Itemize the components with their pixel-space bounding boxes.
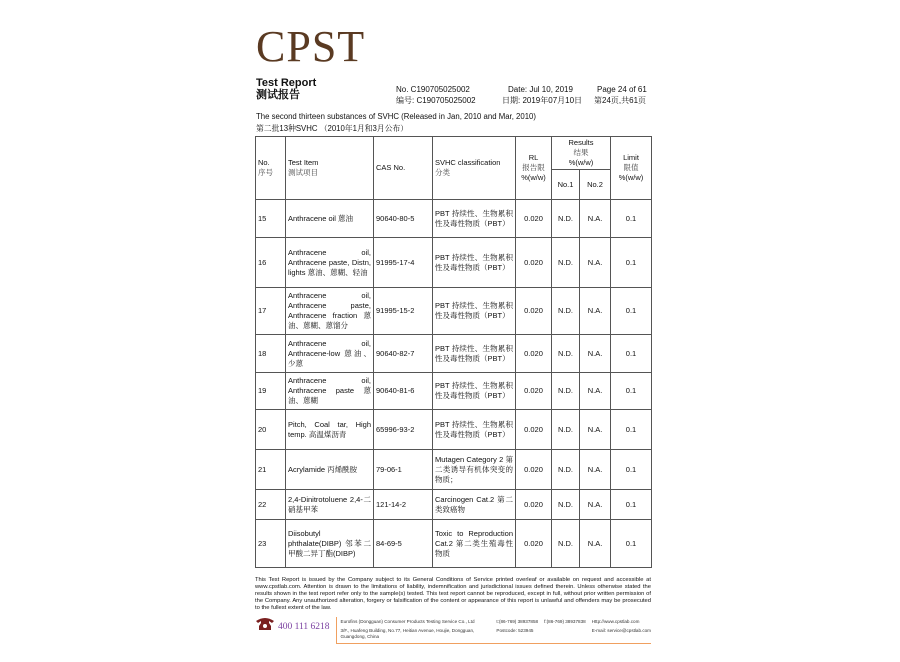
svhc-classification: PBT 持续性、生物累积性及毒性物质（PBT）: [433, 238, 516, 288]
table-header-row: [256, 137, 652, 170]
result-no1: N.D.: [552, 450, 580, 490]
cas-number: 79-06-1: [374, 450, 433, 490]
table-row: [256, 200, 652, 238]
test-item: Anthracene oil 蒽油: [286, 200, 374, 238]
header-cas: CAS No.: [374, 137, 433, 200]
test-item: Anthracene oil, Anthracene paste 蒽油、蒽糊: [286, 373, 374, 410]
telephone: t:(86-769) 38937858: [496, 619, 539, 624]
cas-number: 90640-81-6: [374, 373, 433, 410]
header-no: No. 序号: [256, 137, 286, 200]
result-no2: N.A.: [580, 373, 611, 410]
result-no2: N.A.: [580, 335, 611, 373]
section-title: [256, 111, 536, 135]
result-no2: N.A.: [580, 490, 611, 520]
title-zh: 测试报告: [256, 89, 300, 101]
cas-number: 90640-80-5: [374, 200, 433, 238]
hotline-number: 400 111 6218: [278, 621, 330, 632]
table-row: [256, 373, 652, 410]
table-row: [256, 450, 652, 490]
svhc-classification: PBT 持续性、生物累积性及毒性物质（PBT）: [433, 410, 516, 450]
header-svhc: SVHC classification 分类: [433, 137, 516, 200]
table-row: [256, 490, 652, 520]
number-en: No. C190705025002: [396, 85, 470, 94]
test-item: Acrylamide 丙烯酰胺: [286, 450, 374, 490]
result-no2: N.A.: [580, 238, 611, 288]
page-zh: 第24页,共61页: [594, 96, 647, 105]
result-no1: N.D.: [552, 288, 580, 335]
reporting-limit: 0.020: [516, 490, 552, 520]
cpst-logo: CPST: [256, 22, 366, 71]
report-body: [255, 136, 651, 644]
limit-value: 0.1: [611, 520, 652, 568]
result-no1: N.D.: [552, 520, 580, 568]
date-zh: 日期: 2019年07月10日: [502, 96, 583, 105]
cas-number: 91995-15-2: [374, 288, 433, 335]
phone-icon: [255, 617, 275, 636]
row-number: 18: [256, 335, 286, 373]
svhc-classification: PBT 持续性、生物累积性及毒性物质（PBT）: [433, 373, 516, 410]
footer-spacer: [544, 628, 586, 640]
table-row: [256, 335, 652, 373]
test-item: Diisobutyl phthalate(DIBP) 邻苯二甲酸二异丁酯(DIBP): [286, 520, 374, 568]
page-en: Page 24 of 61: [597, 85, 647, 94]
test-item: 2,4-Dinitrotoluene 2,4-二硝基甲苯: [286, 490, 374, 520]
postcode: Postcode: 523945: [496, 628, 534, 633]
limit-value: 0.1: [611, 238, 652, 288]
test-item: Anthracene oil, Anthracene paste, Anthracene fraction 蒽油、蒽糊、蒽馏分: [286, 288, 374, 335]
fax: f:(86-769) 38937838: [544, 619, 586, 624]
page-number: [594, 84, 647, 106]
header-no1: No.1: [552, 170, 580, 200]
result-no1: N.D.: [552, 490, 580, 520]
limit-value: 0.1: [611, 450, 652, 490]
svhc-classification: Mutagen Category 2 第二类诱导有机体突变的物质；: [433, 450, 516, 490]
svhc-classification: PBT 持续性、生物累积性及毒性物质（PBT）: [433, 200, 516, 238]
result-no2: N.A.: [580, 520, 611, 568]
svhc-classification: Toxic to Reproduction Cat.2 第二类生殖毒性物质: [433, 520, 516, 568]
company-address: 3/F., Huafeng Building, No.77, Heitian Avenue, Houjie, Dongguan, Guangdong, China: [340, 628, 475, 639]
row-number: 20: [256, 410, 286, 450]
reporting-limit: 0.020: [516, 410, 552, 450]
date-en: Date: Jul 10, 2019: [508, 85, 573, 94]
svhc-classification: PBT 持续性、生物累积性及毒性物质（PBT）: [433, 288, 516, 335]
reporting-limit: 0.020: [516, 450, 552, 490]
email-link[interactable]: E-mail: service@cpstlab.com: [591, 628, 651, 633]
limit-value: 0.1: [611, 373, 652, 410]
test-item: Pitch, Coal tar, High temp. 高温煤沥青: [286, 410, 374, 450]
row-number: 21: [256, 450, 286, 490]
number-zh: 编号: C190705025002: [396, 96, 476, 105]
result-no2: N.A.: [580, 450, 611, 490]
reporting-limit: 0.020: [516, 373, 552, 410]
page-footer: [255, 617, 651, 644]
limit-value: 0.1: [611, 335, 652, 373]
test-item: Anthracene oil, Anthracene-low 蒽油、少蒽: [286, 335, 374, 373]
reporting-limit: 0.020: [516, 200, 552, 238]
cas-number: 91995-17-4: [374, 238, 433, 288]
svhc-classification: PBT 持续性、生物累积性及毒性物质（PBT）: [433, 335, 516, 373]
header-limit: Limit 限值 %(w/w): [611, 137, 652, 200]
row-number: 19: [256, 373, 286, 410]
limit-value: 0.1: [611, 288, 652, 335]
reporting-limit: 0.020: [516, 238, 552, 288]
table-row: [256, 520, 652, 568]
table-row: [256, 410, 652, 450]
website-link[interactable]: Http://www.cpstlab.com: [591, 619, 640, 624]
company-name: Eurofins (Dongguan) Consumer Products Testing Service Co., Ltd: [340, 619, 475, 624]
limit-value: 0.1: [611, 200, 652, 238]
section-title-zh: 第二批13种SVHC （2010年1月和3月公布）: [256, 124, 409, 133]
result-no2: N.A.: [580, 200, 611, 238]
limit-value: 0.1: [611, 490, 652, 520]
cas-number: 90640-82-7: [374, 335, 433, 373]
hotline: [255, 617, 336, 636]
row-number: 22: [256, 490, 286, 520]
result-no1: N.D.: [552, 238, 580, 288]
reporting-limit: 0.020: [516, 288, 552, 335]
report-number: [396, 84, 476, 106]
limit-value: 0.1: [611, 410, 652, 450]
table-row: [256, 288, 652, 335]
reporting-limit: 0.020: [516, 520, 552, 568]
report-date: [502, 84, 582, 106]
row-number: 16: [256, 238, 286, 288]
result-no1: N.D.: [552, 373, 580, 410]
result-no1: N.D.: [552, 335, 580, 373]
title-en: Test Report: [256, 77, 317, 89]
test-item: Anthracene oil, Anthracene paste, Distn, lights 蒽油、蒽糊、轻油: [286, 238, 374, 288]
header-rl: RL 报告限 %(w/w): [516, 137, 552, 200]
cas-number: 84-69-5: [374, 520, 433, 568]
reporting-limit: 0.020: [516, 335, 552, 373]
header-no2: No.2: [580, 170, 611, 200]
header-test-item: Test Item 测试项目: [286, 137, 374, 200]
svhc-classification: Carcinogen Cat.2 第二类致癌物: [433, 490, 516, 520]
table-row: [256, 238, 652, 288]
report-title: [256, 77, 316, 101]
legal-notice: This Test Report is issued by the Company subject to its General Conditions of Service printed overleaf or available on request and accessible at www.cpstlab.com. Attention is drawn to the limitations of liability, indemnification and jurisdictional issues defined therein. Unless otherwise stated the results shown in the test report refer only to the sample(s) tested. This test report cannot be reproduced, except in full, without prior written permission of the Company. Any unauthorized alteration, forgery or falsification of the content or appearance of this report is unlawful and offenders may be prosecuted to the fullest extent of the law.: [255, 577, 651, 611]
section-title-en: The second thirteen substances of SVHC (Released in Jan, 2010 and Mar, 2010): [256, 112, 536, 121]
svhc-results-table: [255, 136, 652, 568]
contact-info: [336, 617, 651, 644]
row-number: 17: [256, 288, 286, 335]
result-no2: N.A.: [580, 410, 611, 450]
row-number: 23: [256, 520, 286, 568]
header-results: Results 结果 %(w/w): [552, 137, 611, 170]
result-no1: N.D.: [552, 410, 580, 450]
row-number: 15: [256, 200, 286, 238]
result-no1: N.D.: [552, 200, 580, 238]
result-no2: N.A.: [580, 288, 611, 335]
cas-number: 65996-93-2: [374, 410, 433, 450]
cas-number: 121-14-2: [374, 490, 433, 520]
